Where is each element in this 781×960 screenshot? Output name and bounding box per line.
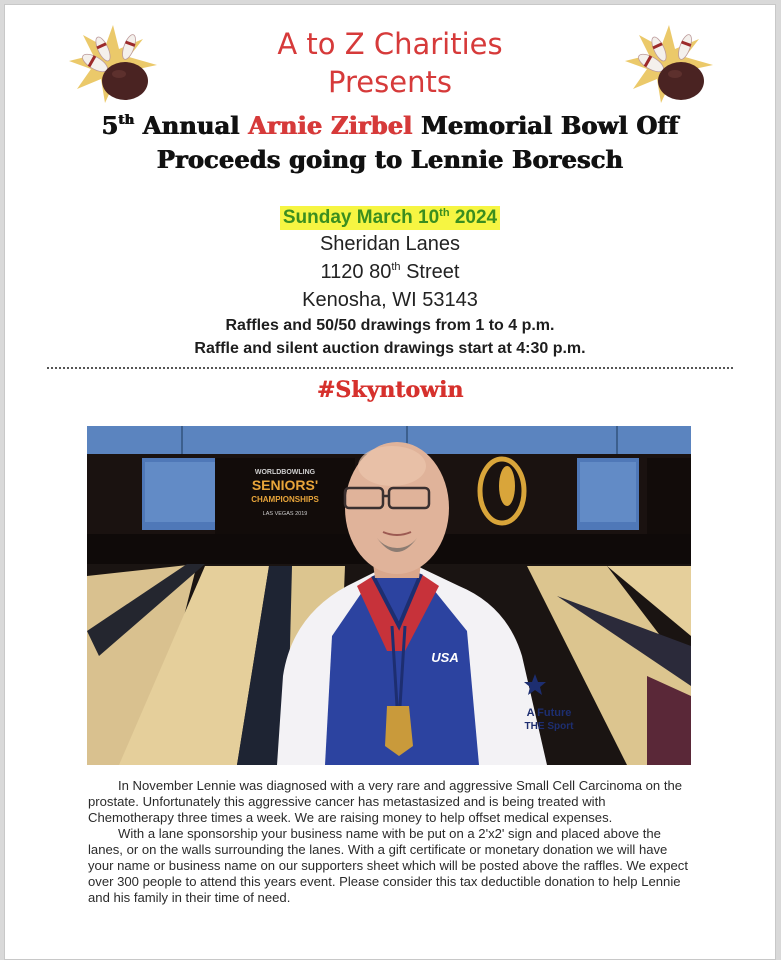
event-headline — [5, 109, 775, 177]
proceeds-line: Proceeds going to Lennie Boresch — [156, 145, 624, 174]
banner-top-text: WORLDBOWLING — [254, 469, 316, 476]
date-day-month: Sunday March 10 — [282, 207, 440, 228]
street-address — [5, 258, 775, 286]
flyer-page — [4, 4, 776, 960]
city-state-zip: Kenosha, WI 53143 — [302, 289, 478, 311]
description-line: With a lane sponsorship your business name with be put on a 2'x2' sign and placed above the — [118, 826, 661, 841]
organization-name: A to Z Charities — [277, 27, 503, 61]
event-name: Memorial Bowl Off — [421, 111, 679, 140]
banner-location-text: LAS VEGAS 2019 — [262, 511, 308, 517]
event-date — [280, 206, 500, 230]
venue-name: Sheridan Lanes — [319, 233, 461, 255]
raffles-schedule: Raffles and 50/50 drawings from 1 to 4 p.m. — [225, 317, 555, 334]
description-line: Chemotherapy three times a week. We are raising money to help offset medical expenses. — [88, 810, 613, 825]
lennie-photo — [87, 426, 691, 765]
street-name: Street — [406, 261, 460, 283]
ordinal-number: 5 — [101, 111, 119, 140]
hashtag: #Skyntowin — [316, 377, 464, 403]
annual-text: Annual — [142, 111, 240, 140]
description-line: your name or business name on our supporters sheet which will be posted above the raffles. We expect — [88, 858, 688, 873]
honoree-name: Arnie Zirbel — [248, 111, 413, 140]
street-number: 1120 80 — [320, 261, 392, 283]
sleeve-logo-line1: A Future — [526, 707, 572, 719]
description-line: prostate. Unfortunately this aggressive cancer has metastasized and is being treated with — [88, 794, 606, 809]
dotted-divider — [47, 367, 733, 369]
description-line: lanes, or on the walls surrounding the lanes. With a gift certificate or monetary donation we will have — [88, 842, 668, 857]
presents-text: Presents — [328, 65, 452, 99]
date-year: 2024 — [454, 207, 498, 228]
fundraiser-description — [88, 778, 748, 906]
organization-title — [5, 25, 775, 101]
street-suffix: th — [391, 261, 401, 273]
event-details — [5, 206, 775, 360]
date-suffix: th — [439, 207, 450, 219]
description-line: over 300 people to attend this years event. Please consider this tax deductible donation to help Lennie — [88, 874, 681, 889]
shirt-logo-text: USA — [431, 650, 459, 665]
event-title — [5, 109, 775, 143]
sleeve-logo-line2: THE Sport — [524, 721, 574, 732]
auction-schedule: Raffle and silent auction drawings start at 4:30 p.m. — [194, 340, 586, 357]
banner-main-text: SENIORS' — [251, 477, 319, 493]
banner-sub-text: CHAMPIONSHIPS — [251, 495, 319, 504]
description-line: In November Lennie was diagnosed with a very rare and aggressive Small Cell Carcinoma on the — [118, 778, 683, 793]
ordinal-suffix: th — [118, 113, 135, 128]
description-line: and his family in their time of need. — [88, 890, 291, 905]
